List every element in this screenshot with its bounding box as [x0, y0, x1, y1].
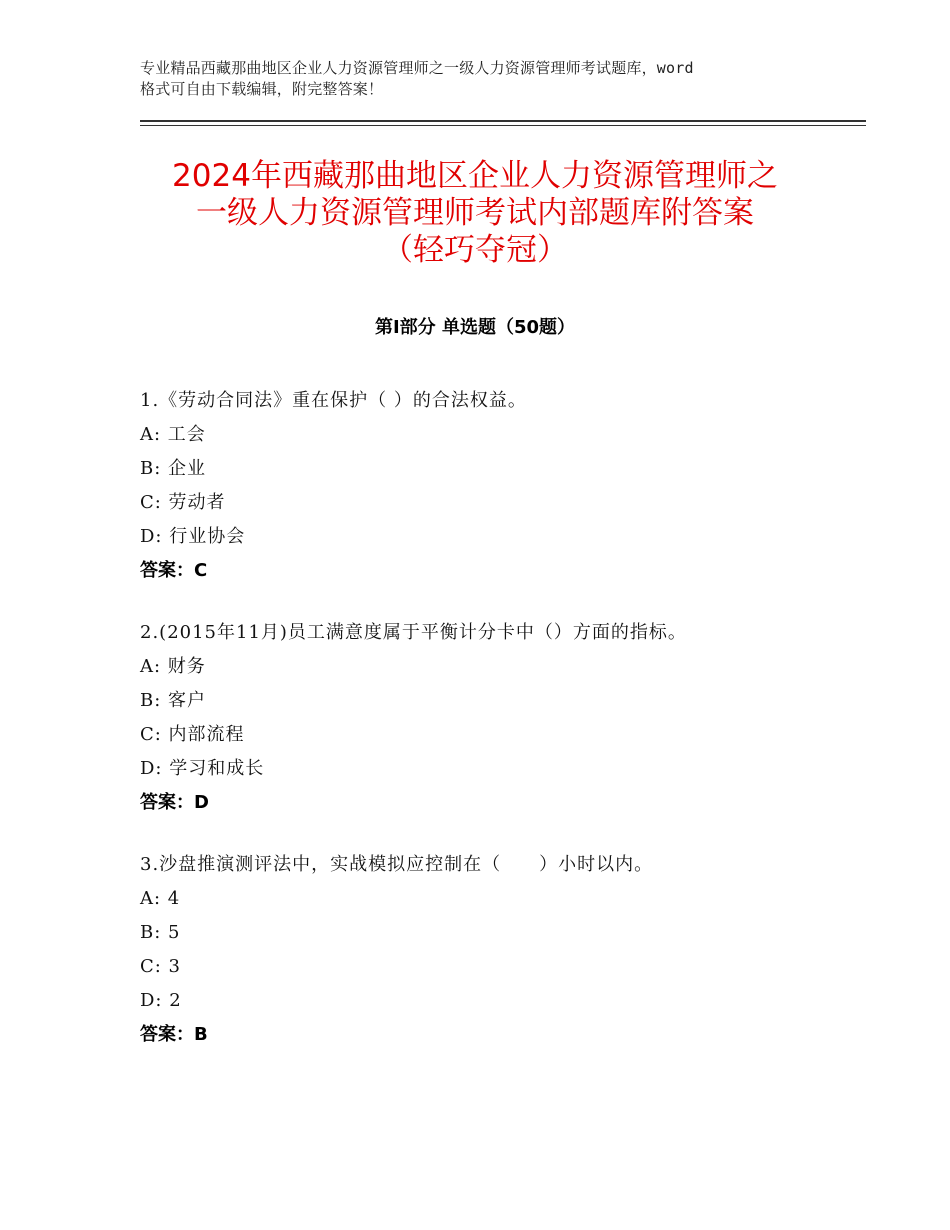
- document-title-line-2: 一级人力资源管理师考试内部题库附答案: [196, 195, 754, 231]
- document-title: [120, 158, 830, 269]
- question-2: [140, 616, 840, 820]
- section-heading: 第Ⅰ部分 单选题（50题）: [374, 317, 575, 338]
- header-note: [140, 58, 830, 100]
- document-title-line-1: 2024年西藏那曲地区企业人力资源管理师之: [172, 158, 778, 194]
- option-b: B: 5: [140, 922, 181, 943]
- question-3: [140, 848, 840, 1052]
- header-note-line-2: 格式可自由下载编辑，附完整答案！: [140, 80, 384, 98]
- option-d: D: 2: [140, 990, 182, 1011]
- option-b: B: 客户: [140, 690, 207, 711]
- question-stem: 3.沙盘推演测评法中，实战模拟应控制在（ ）小时以内。: [140, 854, 654, 875]
- option-c: C: 内部流程: [140, 724, 245, 745]
- option-c: C: 3: [140, 956, 182, 977]
- header-note-line-1: 专业精品西藏那曲地区企业人力资源管理师之一级人力资源管理师考试题库，word: [140, 59, 694, 77]
- question-stem: 2.(2015年11月)员工满意度属于平衡计分卡中（）方面的指标。: [140, 622, 687, 643]
- option-c: C: 劳动者: [140, 492, 226, 513]
- header-divider-thick: [140, 120, 866, 122]
- answer-label: 答案：C: [140, 560, 208, 581]
- option-d: D: 学习和成长: [140, 758, 265, 779]
- answer-label: 答案：D: [140, 792, 209, 813]
- answer-label: 答案：B: [140, 1024, 208, 1045]
- question-list: [140, 384, 840, 1080]
- document-title-line-3: （轻巧夺冠）: [382, 232, 568, 268]
- question-stem: 1.《劳动合同法》重在保护（ ）的合法权益。: [140, 390, 527, 411]
- option-a: A: 财务: [140, 656, 206, 677]
- header-divider-thin: [140, 125, 866, 126]
- option-b: B: 企业: [140, 458, 207, 479]
- question-1: [140, 384, 840, 588]
- option-a: A: 工会: [140, 424, 206, 445]
- option-a: A: 4: [140, 888, 181, 909]
- option-d: D: 行业协会: [140, 526, 246, 547]
